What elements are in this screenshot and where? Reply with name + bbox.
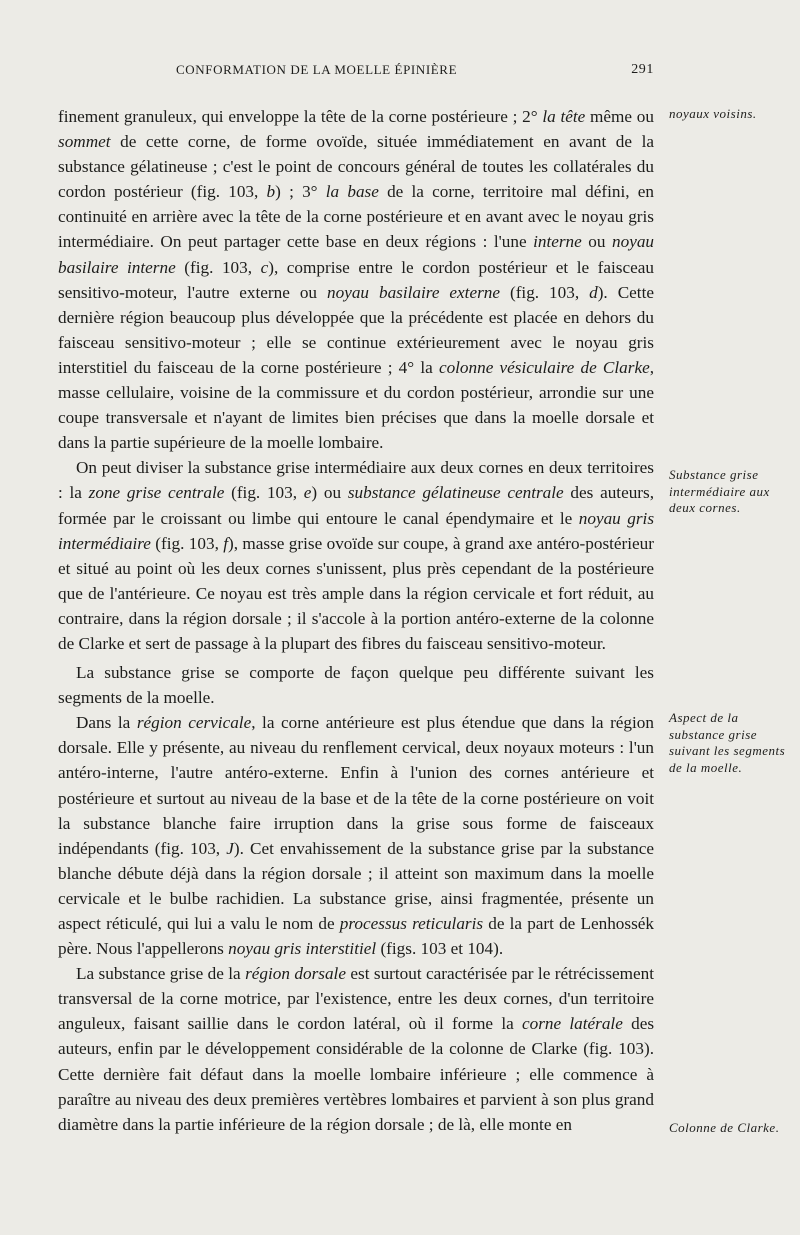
italic-run: f bbox=[223, 533, 229, 553]
text-run: même ou bbox=[585, 107, 654, 126]
italic-run: J bbox=[226, 838, 234, 858]
paragraph bbox=[58, 104, 654, 455]
text-run: ). Cet envahissement de la substance grise par la substance blanche débute déjà dans la région dorsale ; il atteint son maximum dans la moelle cervicale et le bulbe rachidien. La substance grise, ainsi fragmentée, présente un aspect réticulé, qui lui a valu le nom de bbox=[58, 838, 654, 933]
italic-run: zone grise centrale bbox=[88, 483, 225, 503]
text-run: (fig. 103, bbox=[224, 483, 304, 503]
text-run: (fig. 103, bbox=[500, 282, 590, 302]
text-run: (fig. 103, bbox=[150, 533, 224, 553]
text-run: est surtout caractérisée par le rétrécissement transversal de la corne motrice, par l'existence, entre les deux cornes, d'un territoire anguleux, faisant saillie dans le cordon latéral, où il forme la bbox=[58, 964, 655, 1034]
paragraph bbox=[58, 660, 654, 710]
italic-run: la tête bbox=[542, 107, 586, 126]
italic-run: noyau basilaire externe bbox=[327, 282, 500, 302]
italic-run: e bbox=[303, 483, 312, 503]
paragraph bbox=[58, 710, 654, 961]
italic-run: corne latérale bbox=[521, 1014, 623, 1034]
text-run: ou bbox=[581, 232, 612, 252]
italic-run: c bbox=[260, 257, 269, 277]
italic-run: sommet bbox=[58, 132, 111, 152]
sidenote-substance-grise: Substance grise intermédiaire aux deux cornes. bbox=[669, 467, 770, 515]
text-run: de cette corne, de forme ovoïde, située immédiatement en avant de la substance gélatineuse ; c'est le point de concours général de toutes les collatérales du cordon postérieur (fig. 103, bbox=[58, 132, 654, 202]
running-title: CONFORMATION DE LA MOELLE ÉPINIÈRE bbox=[176, 62, 458, 77]
italic-run: d bbox=[589, 282, 598, 302]
text-run: (figs. 103 et 104). bbox=[376, 939, 504, 959]
paragraph bbox=[58, 961, 654, 1137]
text-run: ) ; 3° bbox=[275, 182, 326, 202]
body-text bbox=[58, 104, 654, 1137]
sidenote-aspect-substance: Aspect de la substance grise suivant les segments de la moelle. bbox=[669, 710, 786, 775]
page-number: 291 bbox=[631, 62, 654, 77]
italic-run: noyau gris intermédiaire bbox=[58, 508, 655, 553]
text-run: de la part de Lenhossék père. Nous l'appellerons bbox=[58, 914, 654, 959]
italic-run: substance gélatineuse centrale bbox=[347, 483, 564, 503]
text-run: , la corne antérieure est plus étendue que dans la région dorsale. Elle y présente, au niveau du renflement cervical, deux noyaux moteurs : l'un antéro-interne, l'autre antéro-externe. Enfin à l'union des cornes antérieure et postérieure et surtout au niveau de la base et de la tête de la corne postérieure on voit la substance blanche faire irruption dans la grise sous forme de faisceaux indépendants (fig. 103, bbox=[58, 713, 654, 858]
text-run: La substance grise se comporte de façon quelque peu différente suivant les segments de la moelle. bbox=[58, 663, 654, 708]
text-run: La substance grise de la bbox=[76, 964, 246, 984]
italic-run: processus reticularis bbox=[339, 914, 484, 933]
italic-run: la base bbox=[325, 182, 379, 202]
italic-run: noyau basilaire interne bbox=[58, 232, 655, 277]
italic-run: région dorsale bbox=[245, 964, 346, 984]
text-run: On peut diviser la substance grise intermédiaire aux deux cornes en deux territoires : la bbox=[58, 458, 654, 503]
italic-run: colonne vésiculaire de Clarke bbox=[438, 357, 650, 377]
text-run: ), comprise entre le cordon postérieur et le faisceau sensitivo-moteur, l'autre externe ou bbox=[58, 257, 654, 302]
text-run: , masse cellulaire, voisine de la commissure et du cordon postérieur, arrondie sur une coupe transversale et n'ayant de limites bien précises que dans la moelle dorsale et dans la partie supérieure de la moelle lombaire. bbox=[58, 357, 654, 453]
text-run: finement granuleux, qui enveloppe la tête de la corne postérieure ; 2° bbox=[58, 107, 543, 126]
text-run: ), masse grise ovoïde sur coupe, à grand axe antéro-postérieur et situé au point où les deux cornes s'unissent, plus près cependant de la postérieure que de l'antérieure. Ce noyau est très ample dans la région cervicale et fort réduit, au contraire, dans la région dorsale ; il s'accole à la portion antéro-externe de la colonne de Clarke et sert de passage à la plupart des fibres du faisceau sensitivo-moteur. bbox=[58, 533, 654, 653]
sidenote-noyaux-voisins: noyaux voisins. bbox=[669, 106, 757, 121]
text-run: Dans la bbox=[76, 713, 137, 733]
text-run: de la corne, territoire mal défini, en continuité en arrière avec la tête de la corne postérieure et en avant avec le noyau gris intermédiaire. On peut partager cette base en deux régions : l'une bbox=[58, 182, 654, 252]
text-run: ). Cette dernière région beaucoup plus développée que la précédente est placée en dehors du faisceau sensitivo-moteur ; elle se continue extérieurement avec le noyau gris interstitiel du faisceau de la corne postérieure ; 4° la bbox=[58, 282, 654, 377]
text-run: des auteurs, enfin par le développement considérable de la colonne de Clarke (fig. 103). Cette dernière fait défaut dans la moelle lombaire inférieure ; elle commence à paraître au niveau des deux premières vertèbres lombaires et parvient à son plus grand diamètre dans la partie inférieure de la région dorsale ; de là, elle monte en bbox=[58, 1014, 655, 1134]
italic-run: région cervicale bbox=[136, 713, 252, 733]
text-run: ) ou bbox=[311, 483, 348, 503]
text-run: des auteurs, formée par le croissant ou limbe qui entoure le canal épendymaire et le bbox=[58, 483, 655, 528]
italic-run: noyau gris interstitiel bbox=[228, 939, 377, 959]
text-run: (fig. 103, bbox=[175, 257, 261, 277]
italic-run: interne bbox=[533, 232, 582, 252]
sidenote-colonne-clarke: Colonne de Clarke. bbox=[669, 1120, 780, 1135]
italic-run: b bbox=[266, 182, 276, 202]
paragraph bbox=[58, 455, 654, 656]
